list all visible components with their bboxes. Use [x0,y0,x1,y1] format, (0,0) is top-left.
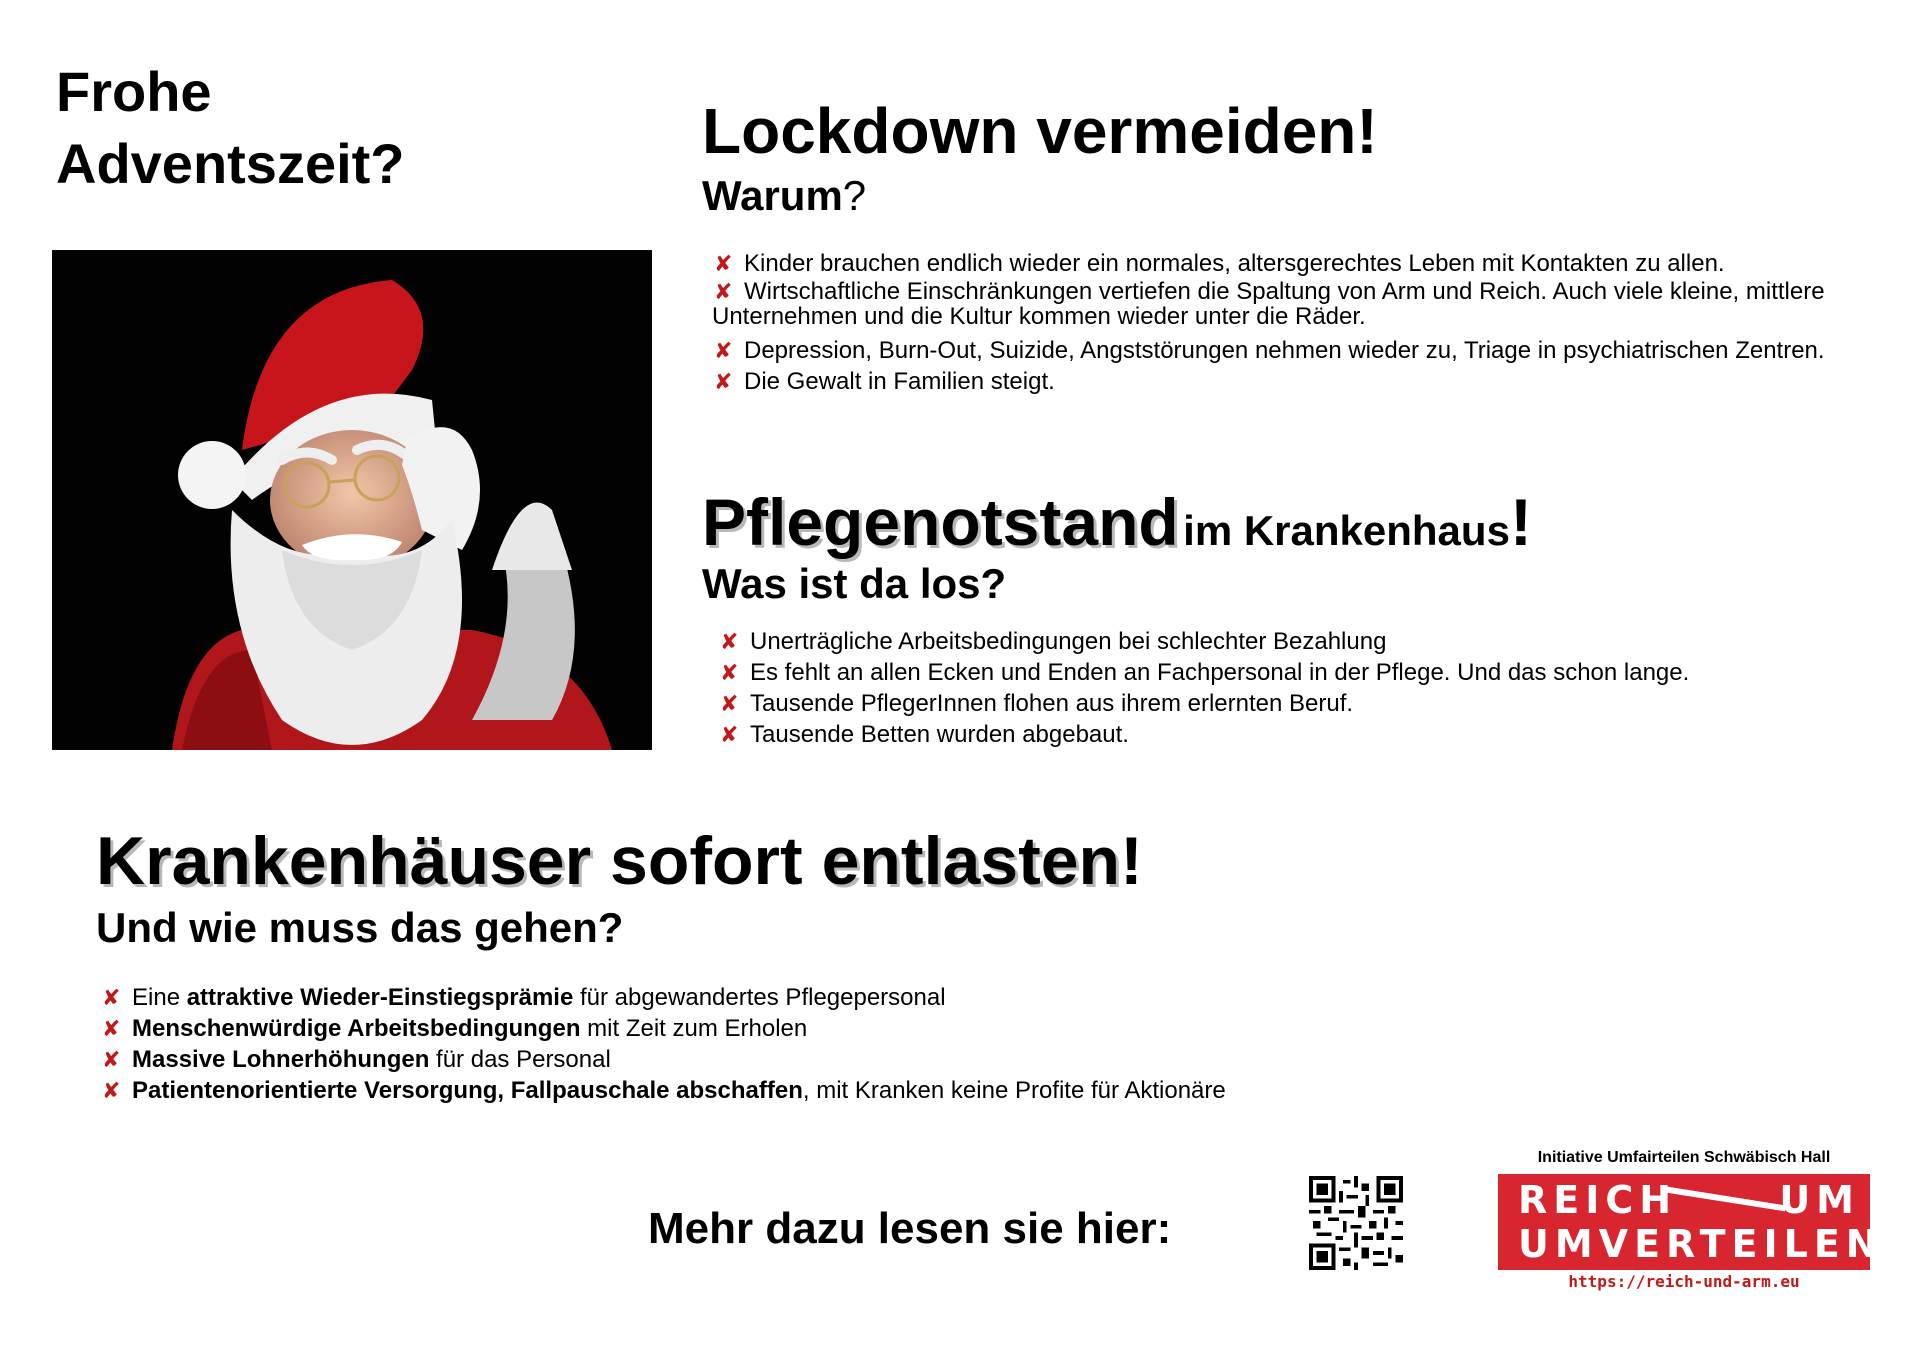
list-item-text: Die Gewalt in Familien steigt. [744,368,1055,395]
list-item [712,366,1912,397]
logo-word-um: UM [1779,1178,1860,1222]
red-x-bullet-icon: ✘ [102,1047,121,1072]
list-item-continuation: Unternehmen und die Kultur kommen wieder unter die Räder. [712,303,1366,330]
heading-main-word: Pflegenotstand [702,485,1179,559]
heading-suffix: im Krankenhaus [1183,507,1510,554]
list-item [100,1013,1400,1044]
heading-word-entlasten: entlasten [821,823,1121,899]
red-x-bullet-icon: ✘ [714,369,733,394]
heading-word-sofort: sofort [610,823,803,899]
red-x-bullet-icon: ✘ [714,279,733,304]
heading-exclamation: ! [1509,485,1532,559]
pflegenotstand-subheading: Was ist da los? [702,560,1007,607]
list-item-text: Unerträgliche Arbeitsbedingungen bei schlechter Bezahlung [750,628,1387,655]
item-text-bold: Patientenorientierte Versorgung, Fallpauschale abschaffen [132,1077,803,1104]
headline-line2: Adventszeit? [56,132,405,195]
santa-claus-photo [52,250,652,750]
red-x-bullet-icon: ✘ [714,251,733,276]
heading-word-krankenhaeuser: Krankenhäuser [96,823,592,899]
list-item-text: Wirtschaftliche Einschränkungen vertiefen die Spaltung von Arm und Reich. Auch viele kleine, mittlere [744,278,1825,305]
list-item-text: Es fehlt an allen Ecken und Enden an Fachpersonal in der Pflege. Und das schon lange. [750,659,1690,686]
red-x-bullet-icon: ✘ [720,660,739,685]
list-item [718,688,1818,719]
list-item [712,335,1912,366]
headline-line1: Frohe [56,60,212,123]
list-item [712,248,1912,279]
list-item [718,719,1818,750]
red-x-bullet-icon: ✘ [720,722,739,747]
red-x-bullet-icon: ✘ [102,985,121,1010]
list-item-text: Kinder brauchen endlich wieder ein normales, altersgerechtes Leben mit Kontakten zu allen. [744,250,1725,277]
website-link[interactable]: https://reich-und-arm.eu [1568,1272,1800,1291]
qr-code-graphic [1306,1176,1406,1270]
subheading-bold: Warum [702,172,843,219]
organization-logo-block [1498,1148,1884,1291]
item-text-post: mit Zeit zum Erholen [580,1015,808,1042]
list-item [100,982,1400,1013]
list-item-text: Tausende Betten wurden abgebaut. [750,721,1129,748]
list-item-text: Tausende PflegerInnen flohen aus ihrem erlernten Beruf. [750,690,1354,717]
krankenhaeuser-heading [96,823,1143,899]
pflegenotstand-heading [702,484,1532,560]
subheading-question-mark: ? [842,172,867,219]
item-text-pre: Eine [132,984,187,1011]
advent-headline [56,56,576,200]
list-item-text: Depression, Burn-Out, Suizide, Angststörungen nehmen wieder zu, Triage in psychiatrischen Zentren. [744,337,1825,364]
item-text-bold: Menschenwürdige Arbeitsbedingungen [132,1015,581,1042]
list-item [100,1044,1400,1075]
list-item [718,657,1818,688]
red-x-bullet-icon: ✘ [720,629,739,654]
list-item [712,279,1912,335]
read-more-text: Mehr dazu lesen sie hier: [648,1204,1172,1253]
logo-seesaw-icon [1666,1187,1785,1212]
lockdown-reasons-list [712,248,1912,397]
heading-exclamation: ! [1120,823,1143,899]
qr-code-icon[interactable] [1306,1176,1406,1270]
krankenhaeuser-subheading: Und wie muss das gehen? [96,904,624,951]
demands-list [100,982,1400,1106]
pflegenotstand-list [718,626,1818,750]
organization-name: Initiative Umfairteilen Schwäbisch Hall [1537,1149,1831,1166]
logo-word-umverteilen: UMVERTEILEN [1518,1222,1884,1266]
red-x-bullet-icon: ✘ [102,1016,121,1041]
item-text-post: für abgewandertes Pflegepersonal [573,984,946,1011]
lockdown-subheading [702,172,866,220]
reich-umverteilen-logo [1498,1174,1884,1270]
item-text-post: , mit Kranken keine Profite für Aktionäre [802,1077,1226,1104]
red-x-bullet-icon: ✘ [720,691,739,716]
logo-word-reich: REICH [1518,1178,1678,1222]
item-text-post: für das Personal [429,1046,611,1073]
santa-claus-icon [52,250,652,750]
item-text-bold: attraktive Wieder-Einstiegsprämie [186,984,574,1011]
lockdown-heading: Lockdown vermeiden! [702,95,1378,167]
item-text-bold: Massive Lohnerhöhungen [132,1046,430,1073]
list-item [100,1075,1400,1106]
red-x-bullet-icon: ✘ [102,1078,121,1103]
list-item [718,626,1818,657]
red-x-bullet-icon: ✘ [714,338,733,363]
